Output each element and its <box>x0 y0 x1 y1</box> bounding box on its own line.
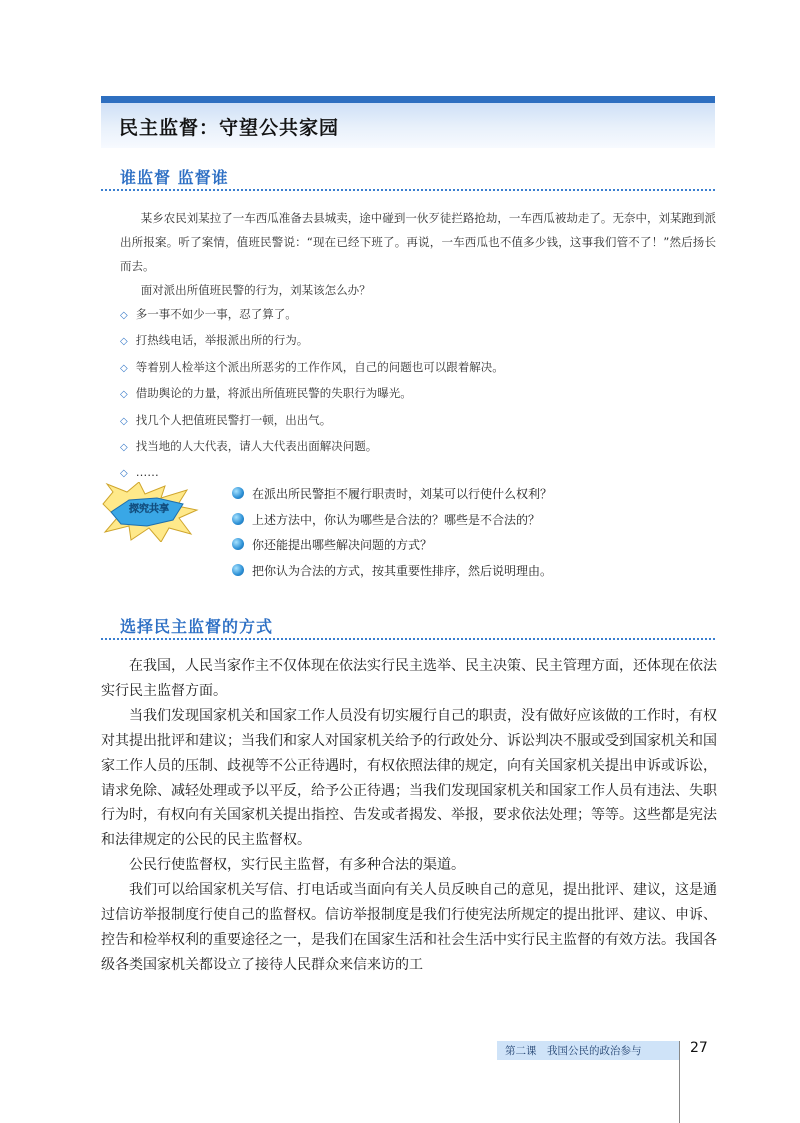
chapter-footer <box>497 1041 679 1060</box>
lesson-title: 民主监督：守望公共家园 <box>119 117 340 139</box>
paragraph: 当我们发现国家机关和国家工作人员没有切实履行自己的职责，没有做好应该做的工作时，有权对其提出批评和建议；当我们和家人对国家机关给予的行政处分、诉讼判决不服或受到国家机关和国家工作人员的压制、歧视等不公正待遇时，有权依照法律的规定，向有关国家机关提出申诉或诉讼，请求免除、减轻处理或予以平反，给予公正待遇；当我们发现国家机关和国家工作人员有违法、失职行为时，有权向有关国家机关提出指控、告发或者揭发、举报，要求依法处理；等等。这些都是宪法和法律规定的公民的民主监督权。 <box>101 707 717 849</box>
list-item: 上述方法中，你认为哪些是合法的？哪些是不合法的？ <box>232 508 552 534</box>
blue-bullet-icon <box>232 564 244 576</box>
lesson-title-bar <box>101 96 715 148</box>
list-item: ◇ 借助舆论的力量，将派出所值班民警的失职行为曝光。 <box>120 386 412 401</box>
main-body-text <box>101 654 717 978</box>
section-heading-text: 选择民主监督的方式 <box>120 617 274 636</box>
list-item: ◇ 找几个人把值班民警打一顿，出出气。 <box>120 412 332 427</box>
list-item: ◇ 多一事不如少一事，忍了算了。 <box>120 307 297 321</box>
badge-text: 探究共享 <box>129 504 169 515</box>
explore-share-badge-icon <box>99 482 199 542</box>
chapter-title: 第二课 我国公民的政治参与 <box>505 1045 642 1057</box>
paragraph: 我们可以给国家机关写信、打电话或当面向有关人员反映自己的意见，提出批评、建议，这是通过信访举报制度行使自己的监督权。信访举报制度是我们行使宪法所规定的提出批评、建议、申诉、控告和检举权利的重要途径之一，是我们在国家生活和社会生活中实行民主监督的有效方法。我国各级各类国家机关都设立了接待人民群众来信来访的工 <box>101 882 717 973</box>
paragraph: 在我国，人民当家作主不仅体现在依法实行民主选举、民主决策、民主管理方面，还体现在依法实行民主监督方面。 <box>101 658 717 699</box>
list-item: ◇ 等着别人检举这个派出所恶劣的工作作风，自己的问题也可以跟着解决。 <box>120 359 504 374</box>
explore-questions <box>232 482 552 584</box>
list-item: ◇ 找当地的人大代表，请人大代表出面解决问题。 <box>120 439 378 454</box>
diamond-bullet-icon: ◇ <box>120 442 128 454</box>
list-item: 在派出所民警拒不履行职责时，刘某可以行使什么权利？ <box>232 482 552 508</box>
list-item: ◇ 打热线电话，举报派出所的行为。 <box>120 333 309 348</box>
list-item: ◇ …… <box>120 465 159 480</box>
option-list <box>120 302 716 487</box>
list-item: 把你认为合法的方式，按其重要性排序，然后说明理由。 <box>232 559 552 585</box>
section-heading-supervision-methods <box>101 612 715 640</box>
diamond-bullet-icon: ◇ <box>120 310 128 321</box>
section-heading-who-supervises <box>101 163 715 191</box>
paragraph: 公民行使监督权，实行民主监督，有多种合法的渠道。 <box>129 857 465 874</box>
case-text: 某乡农民刘某拉了一车西瓜准备去县城卖，途中碰到一伙歹徒拦路抢劫，一车西瓜被劫走了。无奈中，刘某跑到派出所报案。听了案情，值班民警说：“现在已经下班了。再说，一车西瓜也不值多少钱，这事我们管不了！”然后扬长而去。 <box>120 211 716 273</box>
list-item: 你还能提出哪些解决问题的方式？ <box>232 533 552 559</box>
blue-bullet-icon <box>232 487 244 499</box>
section-heading-text: 谁监督 监督谁 <box>120 168 229 187</box>
diamond-bullet-icon: ◇ <box>120 362 128 374</box>
case-study <box>120 206 716 487</box>
footer-divider <box>679 1041 680 1123</box>
diamond-bullet-icon: ◇ <box>120 468 128 480</box>
diamond-bullet-icon: ◇ <box>120 389 128 401</box>
case-question: 面对派出所值班民警的行为，刘某该怎么办？ <box>140 283 371 297</box>
blue-bullet-icon <box>232 538 244 550</box>
blue-bullet-icon <box>232 513 244 525</box>
page-number: 27 <box>690 1040 708 1056</box>
diamond-bullet-icon: ◇ <box>120 336 128 348</box>
diamond-bullet-icon: ◇ <box>120 415 128 427</box>
